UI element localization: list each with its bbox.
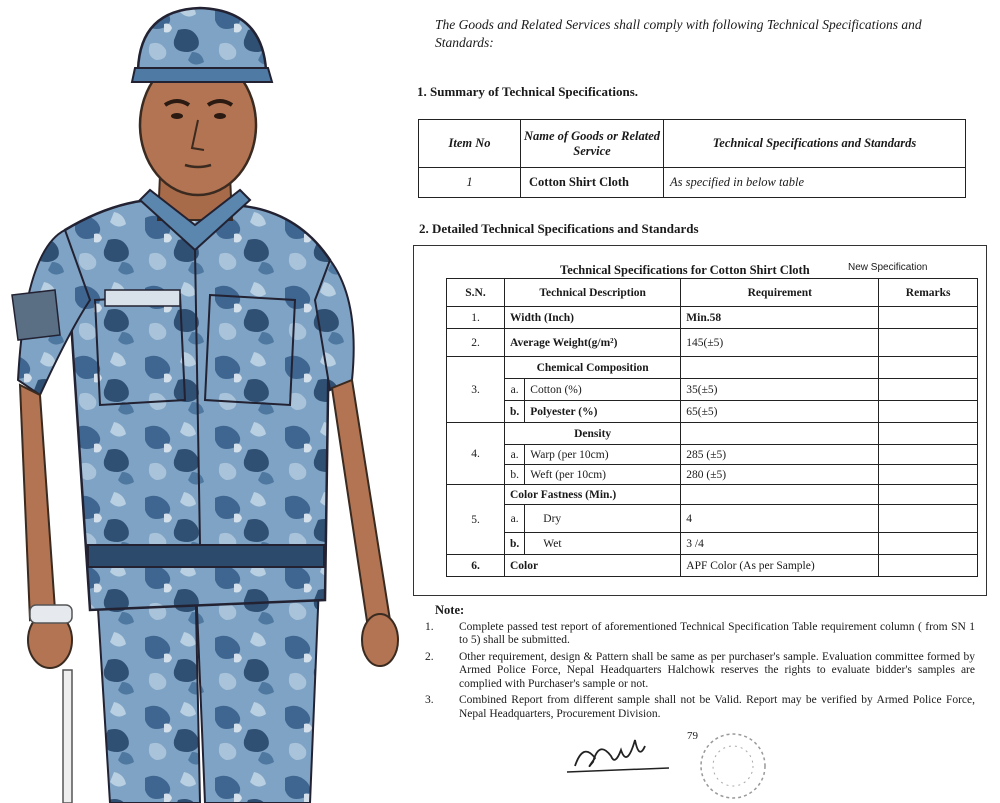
table-row <box>447 555 978 577</box>
description-cell: Dry <box>525 505 681 533</box>
requirement-cell: 285 (±5) <box>681 445 879 465</box>
note-text: Combined Report from different sample shall not be Valid. Report may be verified by Armed Police Force, Nepal Headquarters, Procurement Division. <box>459 694 975 720</box>
remarks-cell <box>879 357 978 379</box>
requirement-cell <box>681 357 879 379</box>
sub-label-cell: b. <box>505 465 525 485</box>
table-row <box>447 465 978 485</box>
header-requirement: Requirement <box>681 279 879 307</box>
remarks-cell <box>879 329 978 357</box>
handwritten-signature <box>565 728 675 778</box>
header-technical-description: Technical Description <box>505 279 681 307</box>
description-cell: Average Weight(g/m²) <box>505 329 681 357</box>
section-2-heading: 2. Detailed Technical Specifications and Standards <box>419 221 699 236</box>
item-no-cell: 1 <box>419 168 521 198</box>
note-item <box>425 651 975 692</box>
intro-paragraph: The Goods and Related Services shall comply with following Technical Specifications and Standards: <box>435 17 922 50</box>
header-item-no: Item No <box>419 120 521 168</box>
table-row <box>447 505 978 533</box>
header-goods-name: Name of Goods or Related Service <box>521 120 664 168</box>
requirement-cell: 145(±5) <box>681 329 879 357</box>
remarks-cell <box>879 307 978 329</box>
sub-label-cell: b. <box>505 533 525 555</box>
table-row <box>447 485 978 505</box>
description-cell: Width (Inch) <box>505 307 681 329</box>
sn-cell: 5. <box>447 485 505 555</box>
table-row <box>447 445 978 465</box>
spec-cell: As specified in below table <box>664 168 966 198</box>
spec-header-row <box>447 279 978 307</box>
requirement-cell: Min.58 <box>681 307 879 329</box>
requirement-cell: 4 <box>681 505 879 533</box>
note-item <box>425 621 975 648</box>
remarks-cell <box>879 379 978 401</box>
note-item <box>425 694 975 721</box>
description-cell: Cotton (%) <box>525 379 681 401</box>
goods-name-cell: Cotton Shirt Cloth <box>521 168 664 198</box>
requirement-cell <box>681 485 879 505</box>
officer-illustration <box>0 0 400 803</box>
remarks-cell <box>879 401 978 423</box>
spec-table <box>446 278 978 577</box>
group-heading-cell: Color Fastness (Min.) <box>505 485 681 505</box>
summary-header-row <box>419 120 966 168</box>
sn-cell: 1. <box>447 307 505 329</box>
note-number: 1. <box>425 620 434 633</box>
notes-list <box>425 621 975 722</box>
table-row <box>447 329 978 357</box>
table-row <box>447 307 978 329</box>
remarks-cell <box>879 445 978 465</box>
remarks-cell <box>879 423 978 445</box>
remarks-cell <box>879 465 978 485</box>
table-row <box>447 533 978 555</box>
page-number: 79 <box>687 730 698 742</box>
note-number: 3. <box>425 694 434 706</box>
remarks-cell <box>879 485 978 505</box>
spec-table-title: Technical Specifications for Cotton Shirt Cloth <box>560 263 810 277</box>
table-row <box>447 401 978 423</box>
requirement-cell <box>681 423 879 445</box>
header-remarks: Remarks <box>879 279 978 307</box>
notes-section <box>425 604 975 724</box>
remarks-cell <box>879 555 978 577</box>
description-cell: Polyester (%) <box>525 401 681 423</box>
sn-cell: 2. <box>447 329 505 357</box>
group-heading-cell: Density <box>505 423 681 445</box>
header-sn: S.N. <box>447 279 505 307</box>
section-1-heading: 1. Summary of Technical Specifications. <box>417 84 639 99</box>
sn-cell: 4. <box>447 423 505 485</box>
requirement-cell: 280 (±5) <box>681 465 879 485</box>
requirement-cell: 35(±5) <box>681 379 879 401</box>
description-cell: Color <box>505 555 681 577</box>
table-row <box>447 379 978 401</box>
note-text: Complete passed test report of aforementioned Technical Specification Table requirement column ( from SN 1 to 5) shall be submitted. <box>459 620 975 646</box>
description-cell: Warp (per 10cm) <box>525 445 681 465</box>
note-number: 2. <box>425 650 434 663</box>
group-heading-cell: Chemical Composition <box>505 357 681 379</box>
notes-title: Note: <box>435 603 465 617</box>
remarks-cell <box>879 533 978 555</box>
requirement-cell: 65(±5) <box>681 401 879 423</box>
sub-label-cell: a. <box>505 379 525 401</box>
requirement-cell: 3 /4 <box>681 533 879 555</box>
specification-document <box>405 0 995 803</box>
sn-cell: 3. <box>447 357 505 423</box>
sub-label-cell: b. <box>505 401 525 423</box>
description-cell: Weft (per 10cm) <box>525 465 681 485</box>
sub-label-cell: a. <box>505 445 525 465</box>
table-row <box>447 423 978 445</box>
requirement-cell: APF Color (As per Sample) <box>681 555 879 577</box>
description-cell: Wet <box>525 533 681 555</box>
summary-row <box>419 168 966 198</box>
note-text: Other requirement, design & Pattern shall be same as per purchaser's sample. Evaluation committee formed by Armed Police Force, Nepal Headquarters Halchowk reserves the rights to evaluate bidder's samples are complied with Purchaser's sample or not. <box>459 650 975 690</box>
header-spec-standards: Technical Specifications and Standards <box>664 120 966 168</box>
remarks-cell <box>879 505 978 533</box>
table-row <box>447 357 978 379</box>
spec-table-box <box>413 245 987 596</box>
sub-label-cell: a. <box>505 505 525 533</box>
summary-table <box>418 119 966 198</box>
sn-cell: 6. <box>447 555 505 577</box>
new-specification-label: New Specification <box>848 262 928 273</box>
